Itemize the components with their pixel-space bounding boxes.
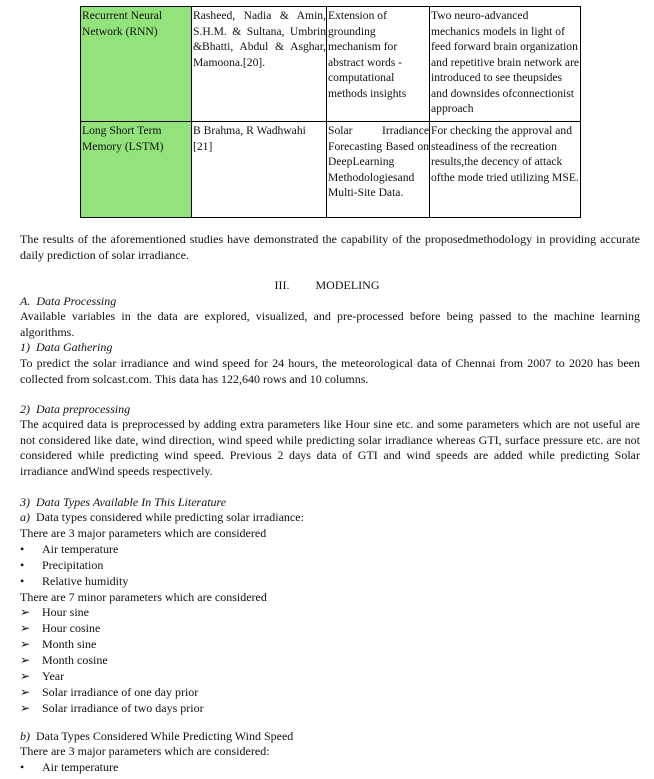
subsection-label: A. [20,294,31,308]
item-heading [20,495,640,511]
subsection-heading [20,294,640,310]
list-item: ➢ Solar irradiance of one day prior [20,685,199,699]
subitem-label: b) [20,729,30,743]
table-cell-finding: For checking the approval and steadiness of the recreation results,the decency of attack ofthe mode tried utilizing MSE. [430,122,581,218]
item-title: Data preprocessing [36,402,131,416]
table-cell-title: Extension of grounding mechanism for abstract words - computational methods insights [327,7,430,122]
arrow-bullet-icon: ➢ [20,653,31,667]
item-heading [20,402,640,418]
item-label: 1) [20,340,30,354]
arrow-bullet-icon: ➢ [20,605,31,619]
arrow-bullet-icon: ➢ [20,637,31,651]
subitem-title: Data types considered while predicting solar irradiance: [36,510,304,524]
subitem-title: Data Types Considered While Predicting Wind Speed [36,729,294,743]
item-paragraph: To predict the solar irradiance and wind speed for 24 hours, the meteorological data of Chennai from 2007 to 2020 has been collected from solcast.com. This data has 122,640 rows and 10 columns. [20,356,640,386]
arrow-bullet-icon: ➢ [20,669,31,683]
section-heading [0,278,654,294]
arrow-bullet-icon: ➢ [20,685,31,699]
bullet-icon: • [20,760,25,774]
table-cell-model: Recurrent Neural Network (RNN) [81,7,192,122]
list-item: • Air temperature [20,542,119,556]
table-cell-title: Solar Irradiance Forecasting Based on DeepLearning Methodologiesand Multi-Site Data. [327,122,430,218]
subitem-heading [20,729,640,745]
arrow-bullet-icon: ➢ [20,621,31,635]
list-item: • Precipitation [20,558,104,572]
subitem-heading [20,510,640,526]
list-item: ➢ Month sine [20,637,97,651]
list-item: • Air temperature [20,760,119,774]
item-heading [20,340,640,356]
bullet-list [20,760,640,776]
bullet-icon: • [20,558,25,572]
section-number: III. [274,278,290,292]
item-title: Data Gathering [36,340,113,354]
item-label: 2) [20,402,30,416]
item-title: Data Types Available In This Literature [36,495,227,509]
section-title: MODELING [315,278,380,292]
list-item: ➢ Hour sine [20,605,89,619]
list-item: ➢ Year [20,669,65,683]
table-cell-authors: Rasheed, Nadia & Amin, S.H.M. & Sultana, Umbrin &Bhatti, Abdul & Asghar, Mamoona.[20]. [192,7,327,122]
bullet-icon: • [20,542,25,556]
item-label: 3) [20,495,30,509]
list-intro: There are 3 major parameters which are considered [20,526,267,540]
list-item: ➢ Month cosine [20,653,108,667]
item-paragraph: The acquired data is preprocessed by adding extra parameters like Hour sine etc. and some parameters which are not useful are not considered like date, wind direction, wind speed while predicting solar irradiance whereas GTI, surface pressure etc. are not considered while predicting wind speed. Previous 2 days data of GTI and wind speeds are added while predicting Solar irradiance andWind speeds respectively. [20,417,640,478]
arrow-list [20,605,640,717]
list-intro: There are 3 major parameters which are considered: [20,744,270,758]
subsection-title: Data Processing [36,294,117,308]
table-row [81,7,581,122]
bullet-list [20,542,640,590]
table-cell-model: Long Short Term Memory (LSTM) [81,122,192,218]
table-cell-authors: B Brahma, R Wadhwahi [21] [192,122,327,218]
table-row [81,122,581,218]
bullet-icon: • [20,574,25,588]
list-intro: There are 7 minor parameters which are considered [20,590,267,604]
subsection-paragraph: Available variables in the data are explored, visualized, and pre-processed before being passed to the machine learning algorithms. [20,309,640,339]
list-item: ➢ Solar irradiance of two days prior [20,701,204,715]
subitem-label: a) [20,510,30,524]
arrow-bullet-icon: ➢ [20,701,31,715]
list-item: ➢ Hour cosine [20,621,101,635]
table-cell-finding: Two neuro-advanced mechanics models in light of feed forward brain organization and repetitive brain network are introduced to see theupsides and downsides ofconnectionist approach [430,7,581,122]
list-item: • Relative humidity [20,574,129,588]
literature-table [80,6,581,218]
summary-paragraph: The results of the aforementioned studies have demonstrated the capability of the proposedmethodology in providing accurate daily prediction of solar irradiance. [20,232,640,262]
